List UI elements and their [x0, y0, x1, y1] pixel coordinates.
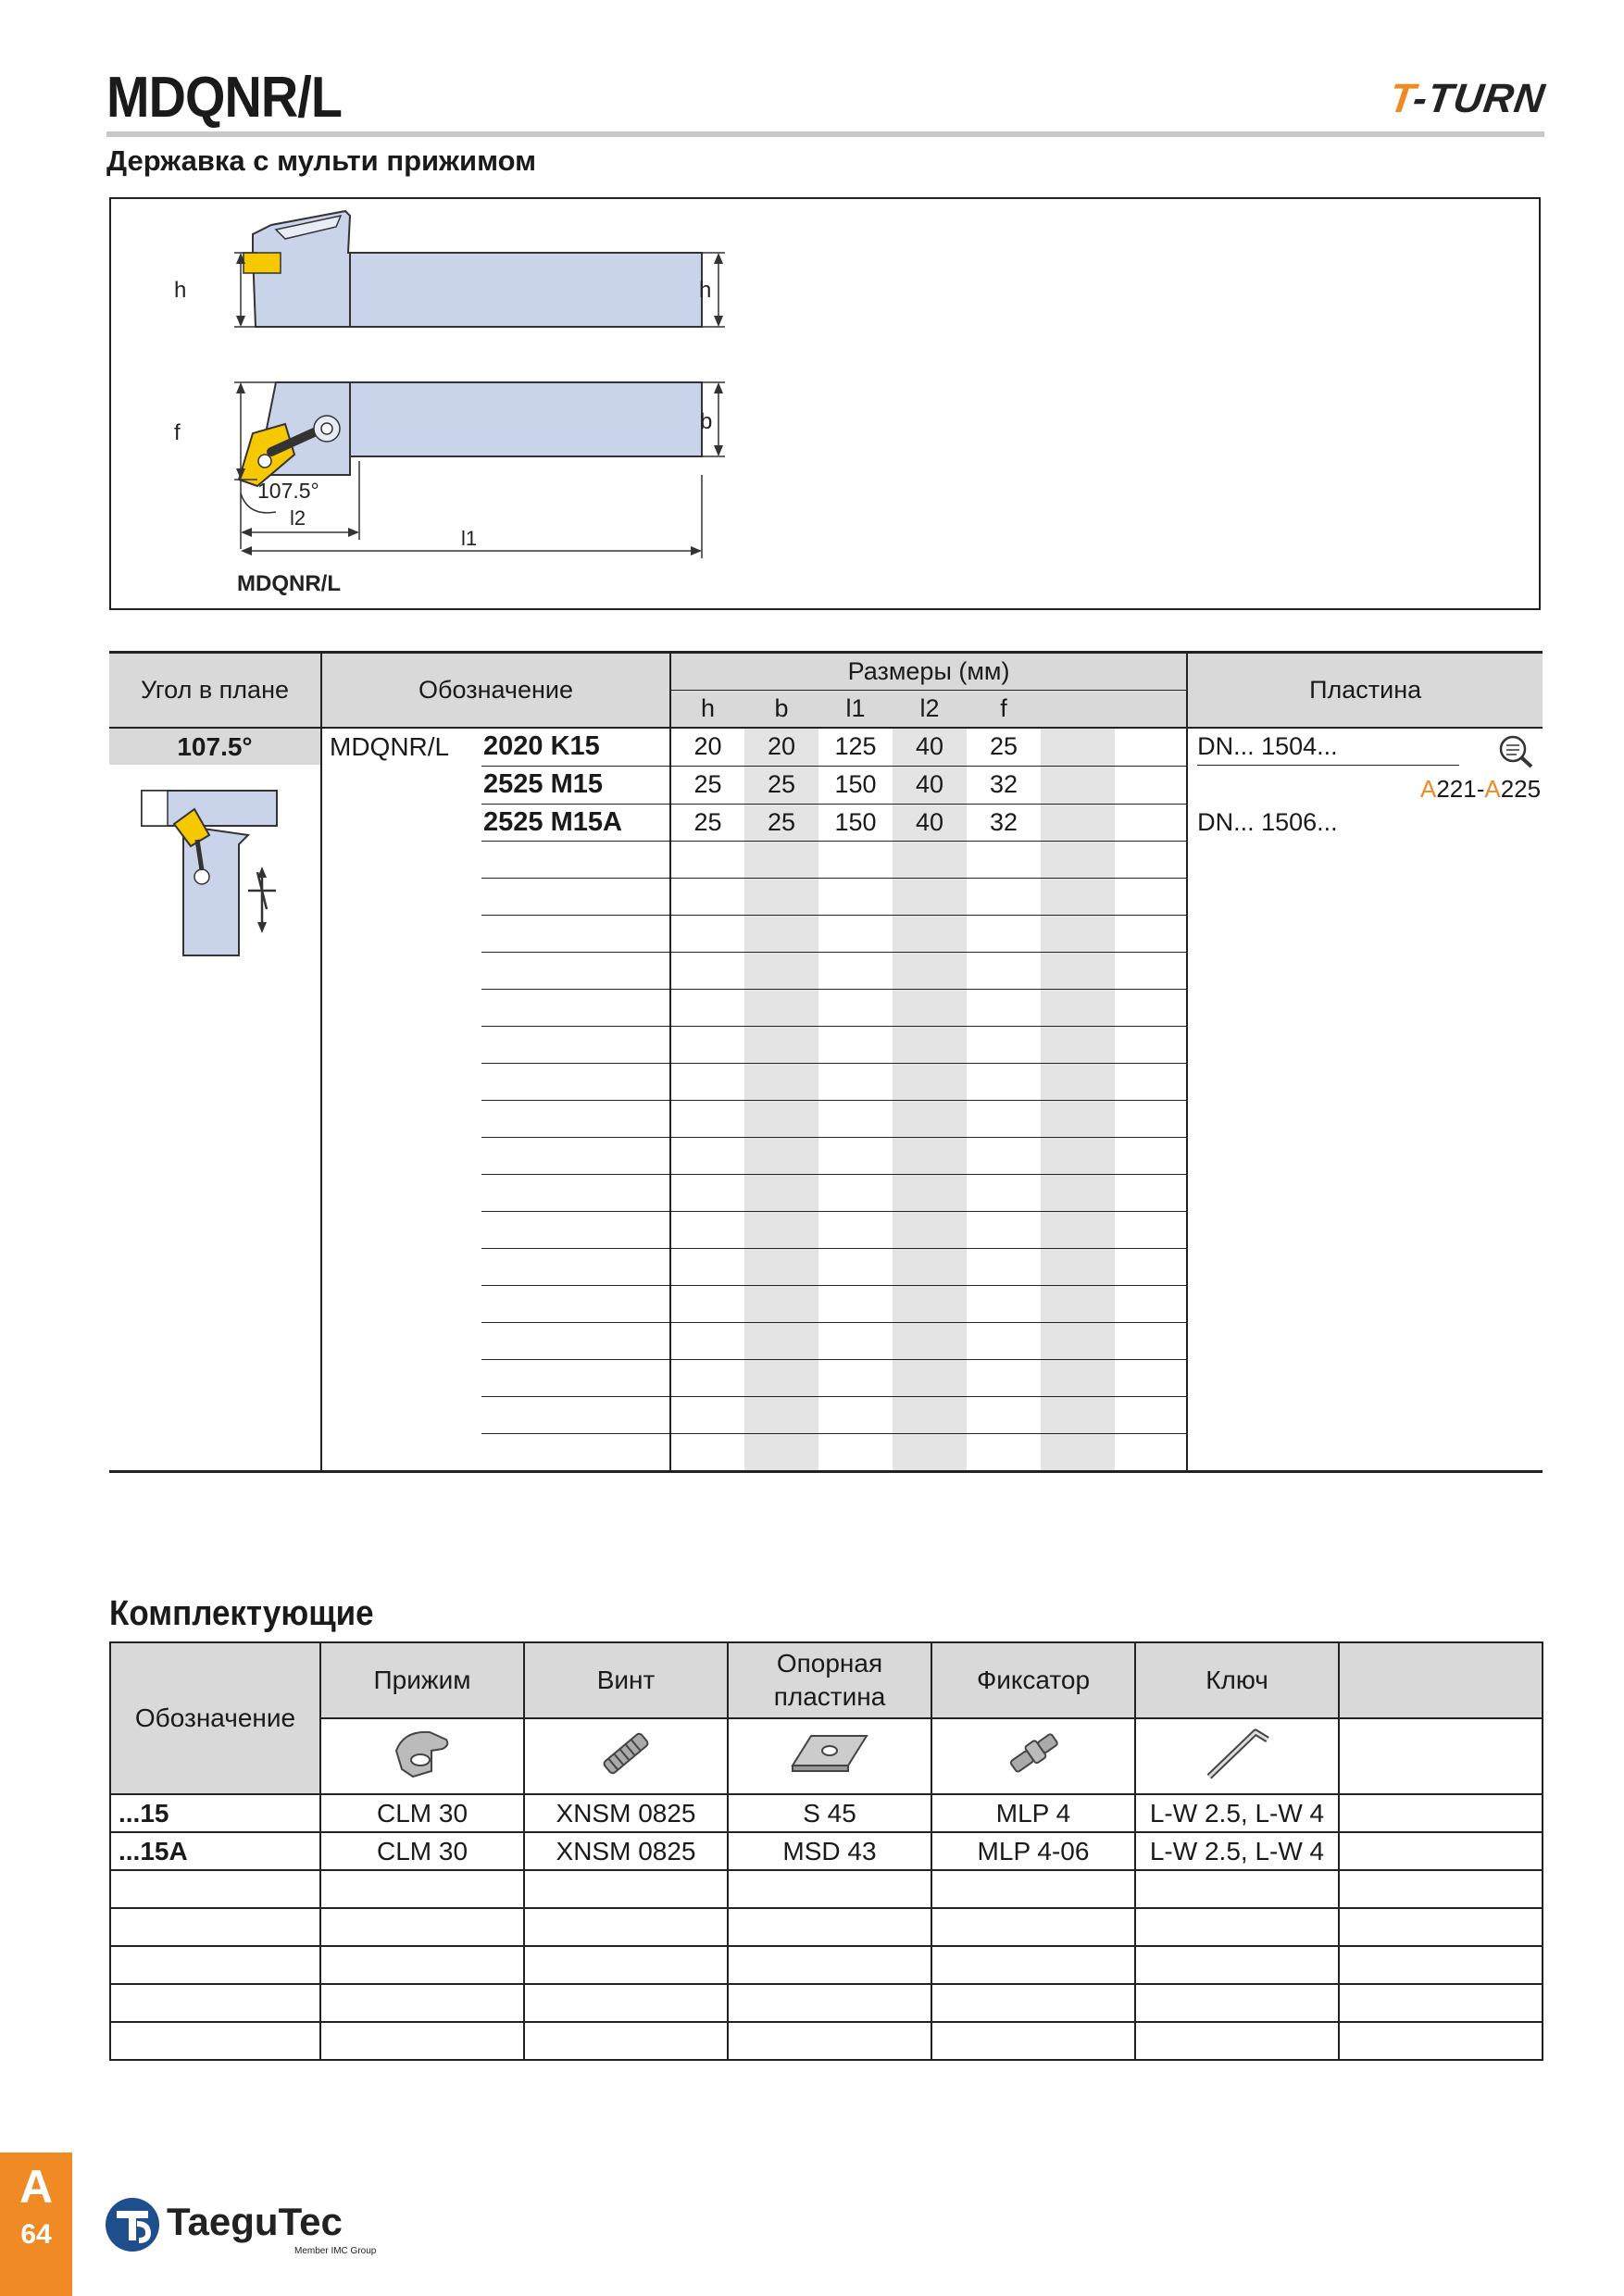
designation-code	[481, 878, 670, 915]
top-view	[174, 382, 725, 596]
accessory-clamp	[320, 1870, 524, 1908]
dim-l1	[818, 1359, 893, 1396]
pin-icon	[931, 1718, 1135, 1794]
accessory-code	[110, 1870, 320, 1908]
dim-f	[967, 1211, 1041, 1248]
accessory-key	[1135, 1946, 1339, 1984]
dim-x2	[1115, 766, 1187, 804]
dim-x2	[1115, 1137, 1187, 1174]
dim-x1	[1041, 1174, 1115, 1211]
dim-x1	[1041, 1396, 1115, 1433]
designation-code: 2020 K15	[481, 728, 670, 766]
dim-f	[967, 1174, 1041, 1211]
accessory-row	[110, 1794, 1543, 1832]
designation-code	[481, 1063, 670, 1100]
catalog-ref[interactable]: A221-A225	[1419, 775, 1542, 803]
accessory-code: ...15	[110, 1794, 320, 1832]
dim-l1	[818, 1248, 893, 1285]
accessory-shim	[728, 2022, 931, 2060]
dim-b	[744, 841, 818, 878]
dim-l2: 40	[893, 804, 967, 841]
accessory-code: ...15A	[110, 1832, 320, 1870]
accessories-table-body	[110, 1794, 1543, 2060]
dim-l1	[818, 915, 893, 952]
dimension-table	[109, 651, 1543, 1473]
accessory-row	[110, 1870, 1543, 1908]
dim-x2	[1115, 878, 1187, 915]
screw-icon	[524, 1718, 728, 1794]
designation-code: 2525 M15	[481, 766, 670, 804]
designation-code	[481, 1026, 670, 1063]
accessory-code	[110, 1984, 320, 2022]
designation-code	[481, 1359, 670, 1396]
dim-x1	[1041, 1285, 1115, 1322]
dim-h	[670, 952, 744, 989]
designation-code	[481, 1174, 670, 1211]
accessory-row	[110, 1832, 1543, 1870]
accessory-screw	[524, 1984, 728, 2022]
dim-b: 20	[744, 728, 818, 766]
dim-x2	[1115, 804, 1187, 841]
accessory-code	[110, 1946, 320, 1984]
dim-x1	[1041, 952, 1115, 989]
accessory-row	[110, 1908, 1543, 1946]
dim-b	[744, 1285, 818, 1322]
dim-b	[744, 1100, 818, 1137]
dim-l2: 40	[893, 728, 967, 766]
dim-l1	[818, 1322, 893, 1359]
dim-h	[670, 1211, 744, 1248]
dim-b	[744, 1396, 818, 1433]
family-name: MDQNR/L	[330, 732, 450, 761]
dim-f	[967, 1026, 1041, 1063]
dim-b	[744, 1322, 818, 1359]
dim-l1	[818, 1100, 893, 1137]
acc-shim-header-text: Опорная пластина	[773, 1648, 886, 1711]
accessory-code	[110, 2022, 320, 2060]
insert-ref-cell	[1187, 766, 1543, 804]
dim-l2	[893, 1137, 967, 1174]
dim-l1	[818, 1174, 893, 1211]
dim-b	[744, 1211, 818, 1248]
dim-x2	[1115, 952, 1187, 989]
designation-code	[481, 1100, 670, 1137]
dim-b	[744, 1174, 818, 1211]
dim-x1	[1041, 1211, 1115, 1248]
accessory-shim	[728, 1908, 931, 1946]
dim-l2	[893, 878, 967, 915]
accessory-row	[110, 2022, 1543, 2060]
dim-l2	[893, 915, 967, 952]
designation-code	[481, 1137, 670, 1174]
dim-b: 25	[744, 766, 818, 804]
dim-x1	[1041, 766, 1115, 804]
accessory-key: L-W 2.5, L-W 4	[1135, 1832, 1339, 1870]
designation-code	[481, 1211, 670, 1248]
dim-h	[670, 1396, 744, 1433]
acc-pin-header: Фиксатор	[931, 1642, 1135, 1718]
dim-b	[744, 1433, 818, 1471]
accessory-clamp	[320, 1984, 524, 2022]
dim-l1: 150	[818, 766, 893, 804]
accessory-screw	[524, 1908, 728, 1946]
dim-l2	[893, 841, 967, 878]
dim-f	[967, 841, 1041, 878]
dim-f: 32	[967, 766, 1041, 804]
dim-x1	[1041, 1137, 1115, 1174]
dim-l2	[893, 1174, 967, 1211]
dim-h-header: h	[670, 691, 744, 729]
dim-l1-header: l1	[818, 691, 893, 729]
dim-f	[967, 1248, 1041, 1285]
acc-clamp-header: Прижим	[320, 1642, 524, 1718]
dim-b	[744, 989, 818, 1026]
magnifier-icon[interactable]	[1494, 732, 1537, 776]
dim-f	[967, 1100, 1041, 1137]
dim-l2-header: l2	[893, 691, 967, 729]
accessory-code	[110, 1908, 320, 1946]
dim-x2	[1115, 1322, 1187, 1359]
dim-x2	[1115, 1248, 1187, 1285]
dim-x2	[1115, 841, 1187, 878]
taegutec-logo-icon	[104, 2196, 161, 2258]
accessory-clamp	[320, 1908, 524, 1946]
dim-b	[744, 1248, 818, 1285]
designation-code	[481, 989, 670, 1026]
accessory-screw	[524, 2022, 728, 2060]
dim-f: 32	[967, 804, 1041, 841]
side-h-label-right: h	[699, 278, 712, 303]
dim-x1	[1041, 804, 1115, 841]
angle-label: 107.5°	[257, 479, 319, 503]
dim-l1	[818, 1396, 893, 1433]
designation-code	[481, 952, 670, 989]
dim-x1	[1041, 1359, 1115, 1396]
accessory-screw: XNSM 0825	[524, 1794, 728, 1832]
logo-subtext: Member IMC Group	[294, 2246, 377, 2256]
dim-l2	[893, 989, 967, 1026]
dim-l1	[818, 952, 893, 989]
dim-b	[744, 1137, 818, 1174]
accessory-shim	[728, 1870, 931, 1908]
l2-label: l2	[290, 506, 306, 530]
dim-h	[670, 1063, 744, 1100]
dim-h	[670, 878, 744, 915]
accessory-row	[110, 1984, 1543, 2022]
accessory-key	[1135, 2022, 1339, 2060]
drawing-caption: MDQNR/L	[237, 571, 341, 596]
brand-prefix: T	[1386, 76, 1417, 121]
col-dimensions-header: Размеры (мм)	[670, 653, 1187, 691]
dim-b-header: b	[744, 691, 818, 729]
dim-l2: 40	[893, 766, 967, 804]
page-title: MDQNR/L	[106, 66, 343, 130]
top-f-label: f	[174, 420, 181, 445]
accessory-shim: S 45	[728, 1794, 931, 1832]
acc-screw-header: Винт	[524, 1642, 728, 1718]
accessory-clamp: CLM 30	[320, 1832, 524, 1870]
angle-cell	[109, 728, 321, 1471]
acc-key-header: Ключ	[1135, 1642, 1339, 1718]
insert-cell	[1187, 804, 1543, 841]
designation-code	[481, 841, 670, 878]
dim-l2	[893, 1248, 967, 1285]
side-view	[174, 211, 725, 327]
dim-f	[967, 989, 1041, 1026]
dim-x1	[1041, 1100, 1115, 1137]
dim-l1	[818, 989, 893, 1026]
accessories-title: Комплектующие	[109, 1594, 374, 1633]
dim-f	[967, 915, 1041, 952]
accessory-pin	[931, 1946, 1135, 1984]
accessory-pin: MLP 4-06	[931, 1832, 1135, 1870]
dim-l1	[818, 1285, 893, 1322]
designation-code	[481, 1322, 670, 1359]
dim-x2	[1115, 1174, 1187, 1211]
dim-h	[670, 989, 744, 1026]
dim-l2	[893, 1026, 967, 1063]
dim-f	[967, 952, 1041, 989]
dim-x1	[1041, 878, 1115, 915]
dim-b: 25	[744, 804, 818, 841]
dim-f	[967, 1359, 1041, 1396]
dim-x2	[1115, 728, 1187, 766]
page-number: 64	[20, 2219, 52, 2250]
dim-x2	[1115, 1285, 1187, 1322]
dim-h	[670, 1285, 744, 1322]
page-subtitle: Державка с мульти прижимом	[106, 144, 537, 177]
designation-code: 2525 M15A	[481, 804, 670, 841]
cutting-orientation-icon	[109, 770, 321, 983]
section-letter: A	[19, 2161, 54, 2213]
dim-f	[967, 1396, 1041, 1433]
dim-l2	[893, 1063, 967, 1100]
tool-drawing-frame	[109, 197, 1541, 610]
accessory-screw: XNSM 0825	[524, 1832, 728, 1870]
dim-h	[670, 1248, 744, 1285]
dim-x2	[1115, 1396, 1187, 1433]
dim-l1	[818, 878, 893, 915]
dim-b	[744, 878, 818, 915]
designation-code	[481, 1396, 670, 1433]
dim-x2	[1115, 915, 1187, 952]
dim-x1	[1041, 1248, 1115, 1285]
accessory-pin	[931, 2022, 1135, 2060]
dimension-table-body	[109, 728, 1543, 1471]
insert-code: DN... 1504...	[1197, 732, 1338, 760]
dim-b	[744, 952, 818, 989]
clamp-icon	[320, 1718, 524, 1794]
dim-x1	[1041, 989, 1115, 1026]
table-row	[109, 728, 1543, 766]
dim-b	[744, 915, 818, 952]
accessory-key	[1135, 1908, 1339, 1946]
dim-h	[670, 1174, 744, 1211]
dim-f: 25	[967, 728, 1041, 766]
brand-logo	[1386, 76, 1547, 122]
dim-x1	[1041, 1322, 1115, 1359]
designation-code	[481, 1285, 670, 1322]
insert-cell	[1187, 728, 1543, 766]
dim-h	[670, 841, 744, 878]
family-cell	[321, 728, 481, 1471]
dim-l2	[893, 1100, 967, 1137]
page-tab	[0, 2152, 72, 2296]
dim-x1	[1041, 841, 1115, 878]
dim-f-header: f	[967, 691, 1041, 729]
dim-l1: 150	[818, 804, 893, 841]
dim-h	[670, 1026, 744, 1063]
dim-x2	[1115, 1026, 1187, 1063]
dim-x2	[1115, 1100, 1187, 1137]
accessory-clamp	[320, 2022, 524, 2060]
dim-l1	[818, 841, 893, 878]
accessory-screw	[524, 1946, 728, 1984]
l1-label: l1	[461, 527, 478, 550]
shim-icon	[728, 1718, 931, 1794]
dim-l2	[893, 1359, 967, 1396]
accessories-table	[109, 1641, 1543, 2061]
accessory-key	[1135, 1984, 1339, 2022]
hex-key-icon	[1135, 1718, 1339, 1794]
dim-l2	[893, 952, 967, 989]
dim-f	[967, 1285, 1041, 1322]
dim-b	[744, 1359, 818, 1396]
dim-x1	[1041, 1026, 1115, 1063]
dim-x2	[1115, 1433, 1187, 1471]
title-rule	[106, 131, 1544, 137]
accessory-shim	[728, 1984, 931, 2022]
dim-l2	[893, 1285, 967, 1322]
dim-x2	[1115, 989, 1187, 1026]
accessory-clamp	[320, 1946, 524, 1984]
side-h-label: h	[174, 278, 187, 303]
dim-h	[670, 1100, 744, 1137]
dim-h	[670, 1359, 744, 1396]
insert-code: DN... 1506...	[1197, 807, 1338, 836]
dim-b	[744, 1063, 818, 1100]
col-designation-header: Обозначение	[321, 653, 670, 729]
acc-designation-header: Обозначение	[110, 1642, 320, 1794]
dim-x1	[1041, 728, 1115, 766]
dim-h	[670, 1137, 744, 1174]
dim-f	[967, 1063, 1041, 1100]
dim-l1	[818, 1026, 893, 1063]
col-angle-header: Угол в плане	[109, 653, 321, 729]
dim-f	[967, 1433, 1041, 1471]
dim-x1	[1041, 1063, 1115, 1100]
designation-code	[481, 915, 670, 952]
dim-x2	[1115, 1359, 1187, 1396]
top-b-label: b	[700, 409, 713, 434]
acc-shim-header	[728, 1642, 931, 1718]
col-insert-header: Пластина	[1187, 653, 1543, 729]
brand-rest: -TURN	[1409, 76, 1548, 121]
designation-code	[481, 1248, 670, 1285]
dim-l2	[893, 1322, 967, 1359]
dim-h	[670, 1433, 744, 1471]
dim-x1	[1041, 1433, 1115, 1471]
dim-h	[670, 1322, 744, 1359]
dim-x2	[1115, 1211, 1187, 1248]
accessory-key	[1135, 1870, 1339, 1908]
dim-h	[670, 915, 744, 952]
logo-text: TaeguTec	[167, 2200, 343, 2243]
accessory-pin	[931, 1908, 1135, 1946]
accessory-screw	[524, 1870, 728, 1908]
accessory-pin	[931, 1870, 1135, 1908]
dim-f	[967, 1322, 1041, 1359]
accessory-key: L-W 2.5, L-W 4	[1135, 1794, 1339, 1832]
dim-f	[967, 1137, 1041, 1174]
dim-l1	[818, 1211, 893, 1248]
dim-l2	[893, 1396, 967, 1433]
accessory-shim: MSD 43	[728, 1832, 931, 1870]
dim-h: 25	[670, 804, 744, 841]
tool-drawing	[109, 197, 1541, 610]
dim-l1: 125	[818, 728, 893, 766]
designation-code	[481, 1433, 670, 1471]
dim-x2	[1115, 1063, 1187, 1100]
accessory-pin	[931, 1984, 1135, 2022]
dim-x1	[1041, 915, 1115, 952]
dim-l2	[893, 1211, 967, 1248]
angle-value: 107.5°	[109, 729, 320, 765]
dim-h: 20	[670, 728, 744, 766]
dim-h: 25	[670, 766, 744, 804]
accessory-row	[110, 1946, 1543, 1984]
accessory-pin: MLP 4	[931, 1794, 1135, 1832]
dim-l1	[818, 1433, 893, 1471]
accessory-shim	[728, 1946, 931, 1984]
dim-l1	[818, 1137, 893, 1174]
accessory-clamp: CLM 30	[320, 1794, 524, 1832]
dim-f	[967, 878, 1041, 915]
dim-l1	[818, 1063, 893, 1100]
dim-l2	[893, 1433, 967, 1471]
dim-b	[744, 1026, 818, 1063]
